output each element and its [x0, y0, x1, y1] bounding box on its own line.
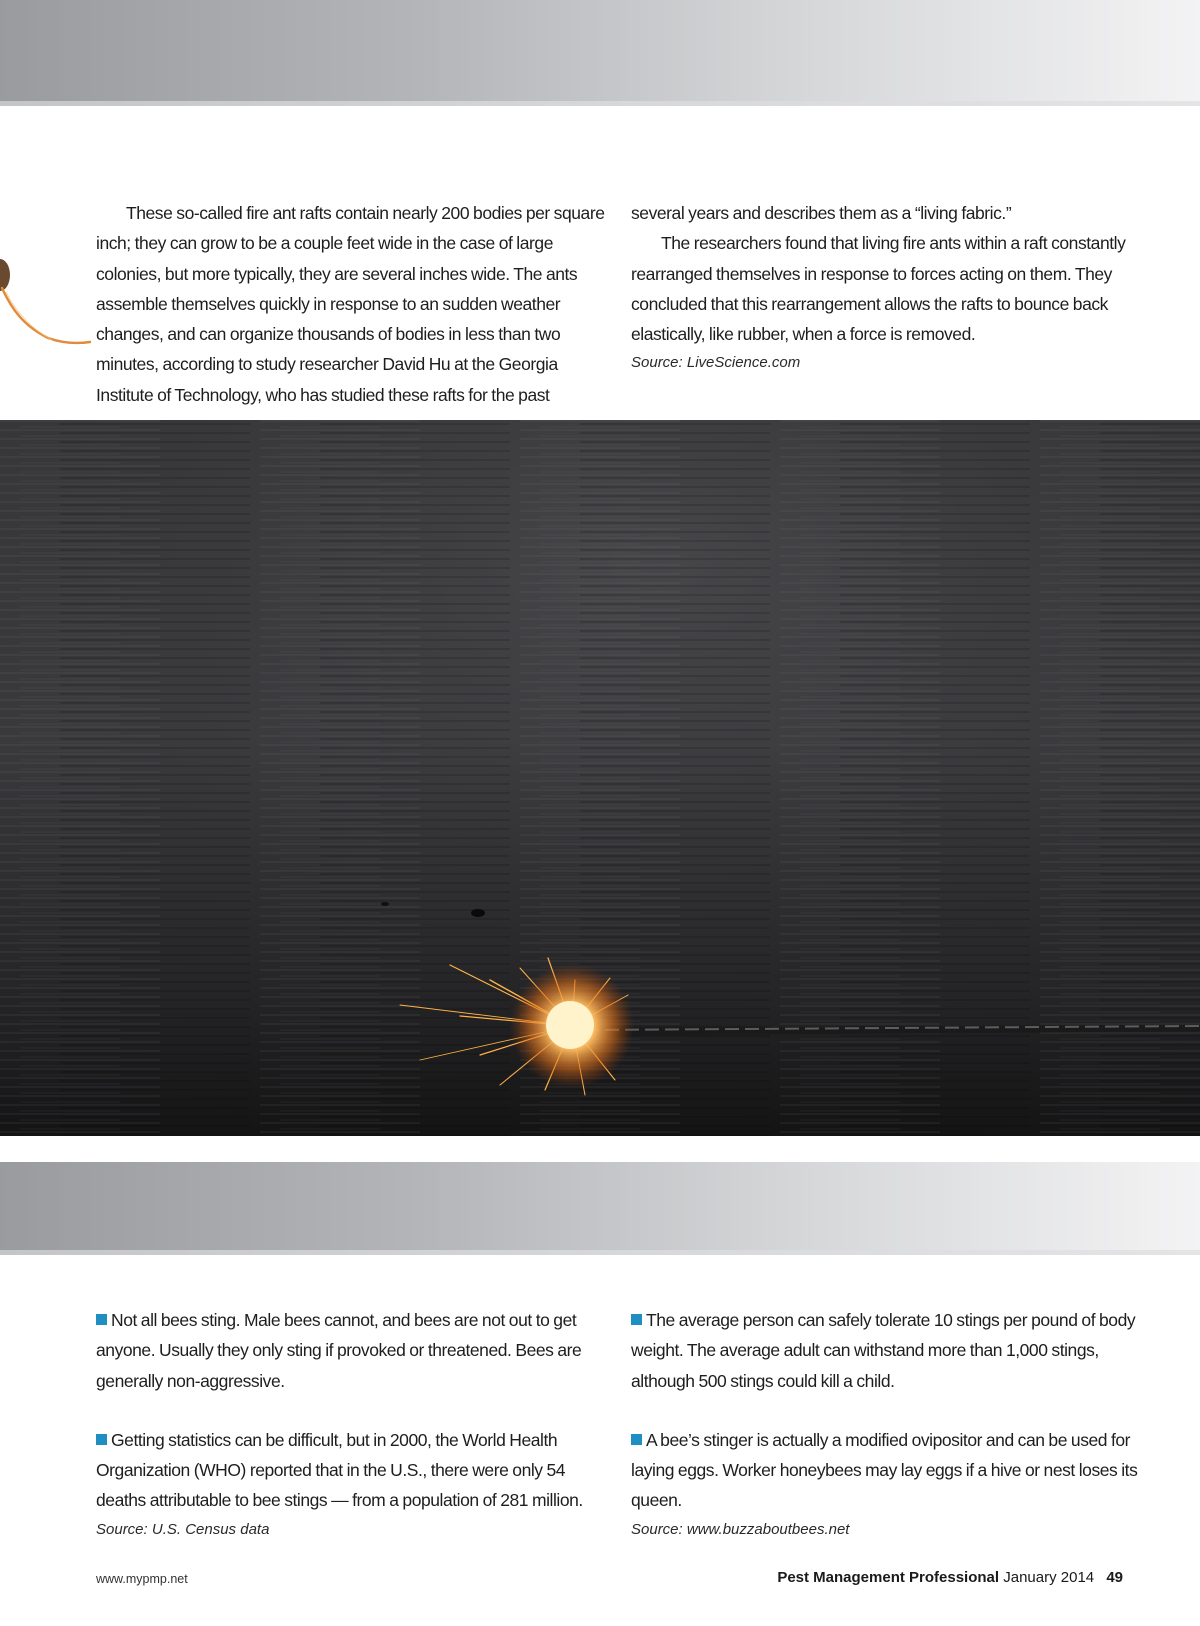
blue-square-bullet-icon [631, 1314, 642, 1325]
burning-fuse-photo [0, 420, 1200, 1136]
bee-fact-item: Not all bees sting. Male bees cannot, and bees are not out to get anyone. Usually they only sting if provoked or threatened. Bees are generally non-aggressive. [96, 1310, 582, 1391]
bee-facts-left-column [96, 1305, 606, 1544]
blue-square-bullet-icon [96, 1434, 107, 1445]
bee-facts-right-column [631, 1305, 1141, 1544]
bee-fact-item: The average person can safely tolerate 10 stings per pound of body weight. The average adult can withstand more than 1,000 stings, although 500 stings could kill a child. [631, 1310, 1136, 1391]
top-header-band-rule [0, 101, 1200, 106]
article-left-column [96, 198, 606, 410]
mid-section-band-rule [0, 1250, 1200, 1255]
blue-square-bullet-icon [631, 1434, 642, 1445]
footer-website-link[interactable]: www.mypmp.net [96, 1572, 188, 1586]
livescience-source: Source: LiveScience.com [631, 354, 801, 372]
census-source: Source: U.S. Census data [96, 1520, 270, 1538]
mid-section-band [0, 1162, 1200, 1250]
researchers-paragraph: The researchers found that living fire ants within a raft constantly rearranged themselves in response to forces acting on them. They concluded that this rearrangement allows the rafts to bounce back elastically, like rubber, when a force is removed. [631, 233, 1126, 345]
bee-fact-item: A bee’s stinger is actually a modified ovipositor and can be used for laying eggs. Worker honeybees may lay eggs if a hive or nest loses its queen. [631, 1429, 1138, 1511]
ant-antenna-decoration [0, 240, 100, 370]
blue-square-bullet-icon [96, 1314, 107, 1325]
issue-date: January 2014 [1003, 1569, 1095, 1586]
footer-publication-info [777, 1569, 1123, 1586]
bee-fact-item: Getting statistics can be difficult, but in 2000, the World Health Organization (WHO) reported that in the U.S., there were only 54 deaths attributable to bee stings — from a population of 281 million. [96, 1429, 583, 1511]
top-header-band [0, 0, 1200, 101]
living-fabric-paragraph: several years and describes them as a “living fabric.” [631, 203, 1012, 223]
article-right-column [631, 198, 1141, 377]
page-number: 49 [1106, 1569, 1123, 1586]
publication-name: Pest Management Professional [777, 1569, 1000, 1586]
buzzaboutbees-source: Source: www.buzzaboutbees.net [631, 1520, 850, 1538]
fire-ant-raft-paragraph: These so-called fire ant rafts contain nearly 200 bodies per square inch; they can grow to be a couple feet wide in the case of large colonies, but more typically, they are several inches wide. The ants assemble themselves quickly in response to an sudden weather changes, and can organize thousands of bodies in less than two minutes, according to study researcher David Hu at the Georgia Institute of Technology, who has studied these rafts for the past [96, 203, 605, 405]
